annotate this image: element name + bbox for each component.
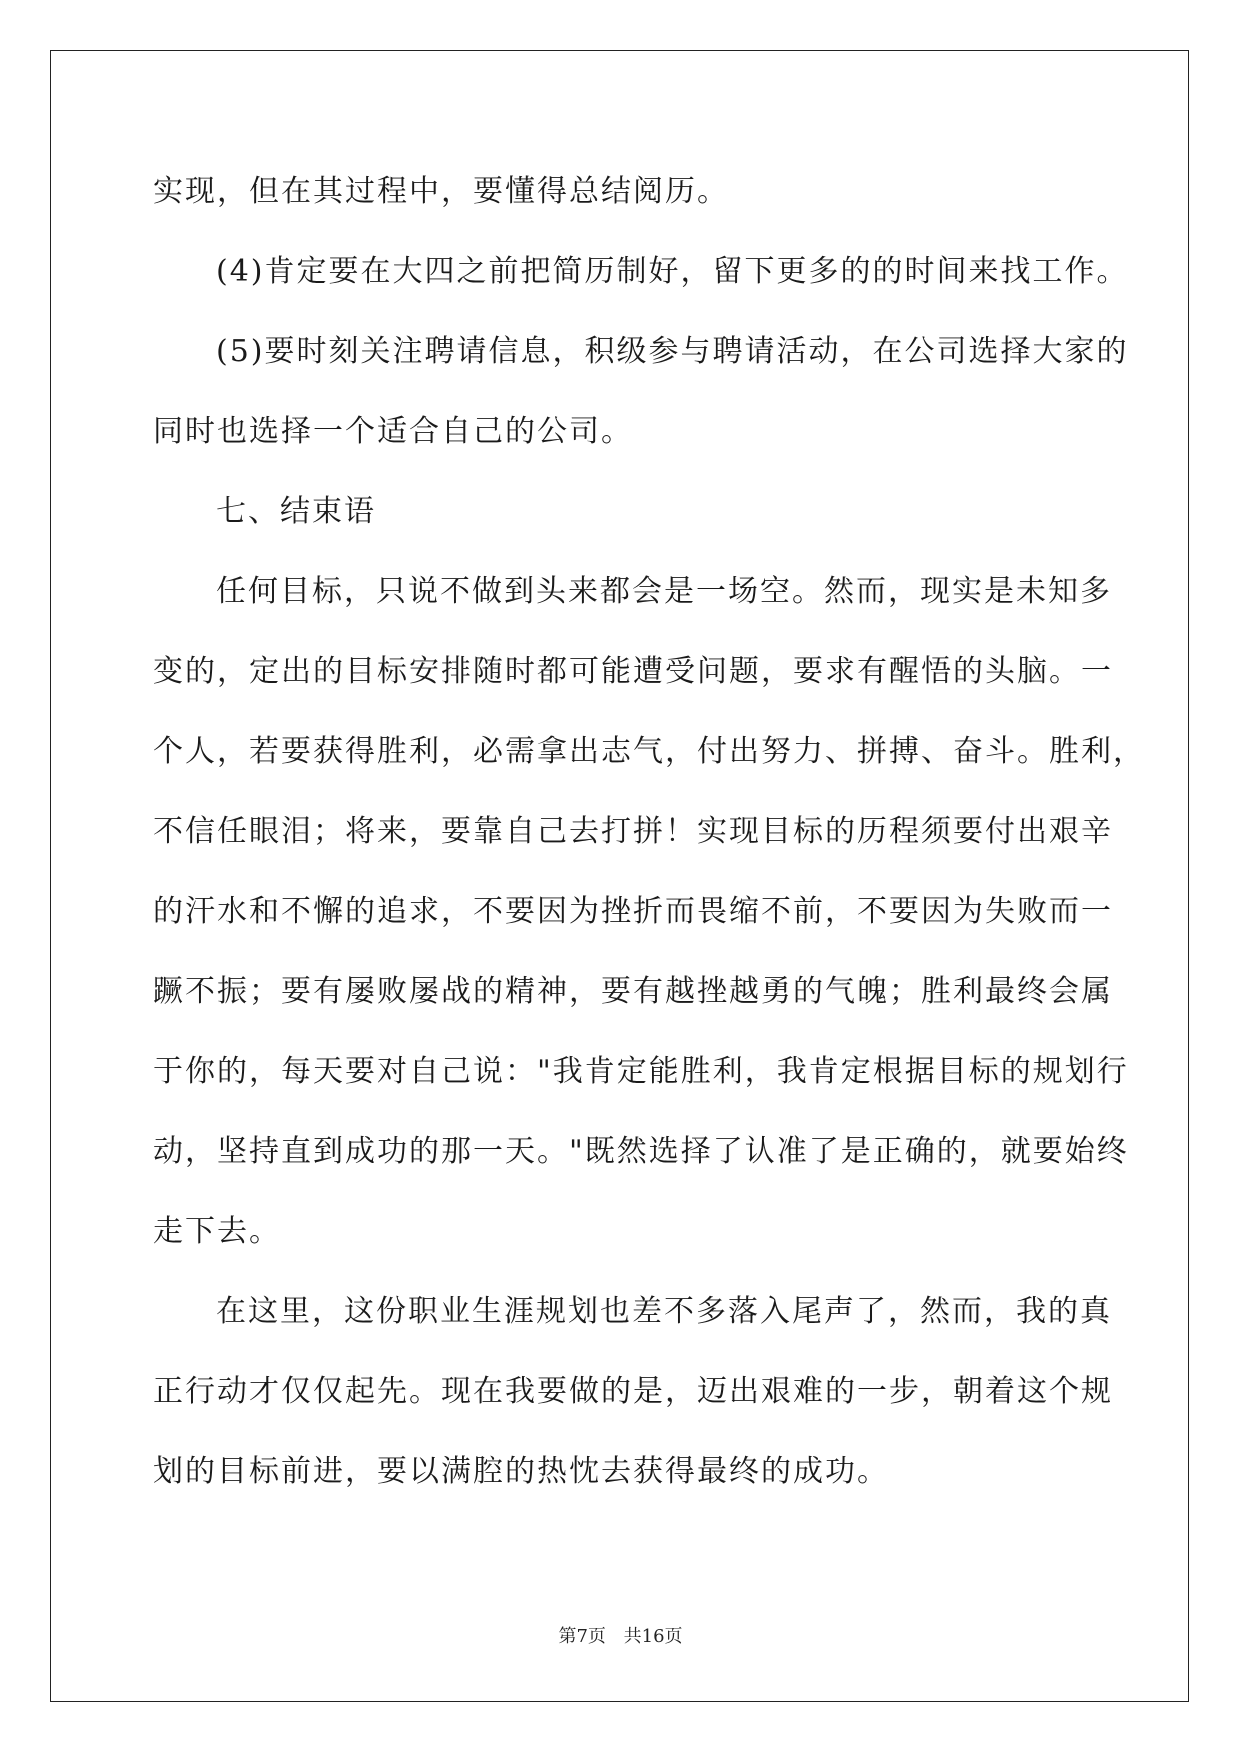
page-number-current: 第7页 <box>558 1626 606 1647</box>
text-line: 同时也选择一个适合自己的公司。 <box>153 414 633 449</box>
text-line: 在这里，这份职业生涯规划也差不多落入尾声了，然而，我的真 <box>216 1294 1112 1329</box>
text-line: (5)要时刻关注聘请信息，积级参与聘请活动，在公司选择大家的 <box>216 334 1129 369</box>
text-line: (4)肯定要在大四之前把简历制好，留下更多的的时间来找工作。 <box>216 254 1129 289</box>
text-line: 个人，若要获得胜利，必需拿出志气，付出努力、拼搏、奋斗。胜利， <box>153 734 1145 769</box>
text-line: 变的，定出的目标安排随时都可能遭受问题，要求有醒悟的头脑。一 <box>153 654 1113 689</box>
text-line: 于你的，每天要对自己说："我肯定能胜利，我肯定根据目标的规划行 <box>153 1054 1129 1089</box>
text-line: 走下去。 <box>153 1214 281 1249</box>
text-line: 划的目标前进，要以满腔的热忱去获得最终的成功。 <box>153 1454 889 1489</box>
text-line: 蹶不振；要有屡败屡战的精神，要有越挫越勇的气魄；胜利最终会属 <box>153 974 1113 1009</box>
section-heading: 七、结束语 <box>216 494 376 529</box>
page-footer <box>0 1622 1241 1648</box>
text-line: 任何目标，只说不做到头来都会是一场空。然而，现实是未知多 <box>216 574 1112 609</box>
text-line: 不信任眼泪；将来，要靠自己去打拼！实现目标的历程须要付出艰辛 <box>153 814 1113 849</box>
text-line: 的汗水和不懈的追求，不要因为挫折而畏缩不前，不要因为失败而一 <box>153 894 1113 929</box>
text-line: 正行动才仅仅起先。现在我要做的是，迈出艰难的一步，朝着这个规 <box>153 1374 1113 1409</box>
page-number-total: 共16页 <box>623 1626 683 1647</box>
text-line: 动，坚持直到成功的那一天。"既然选择了认准了是正确的，就要始终 <box>153 1134 1129 1169</box>
text-line: 实现，但在其过程中，要懂得总结阅历。 <box>153 174 729 209</box>
